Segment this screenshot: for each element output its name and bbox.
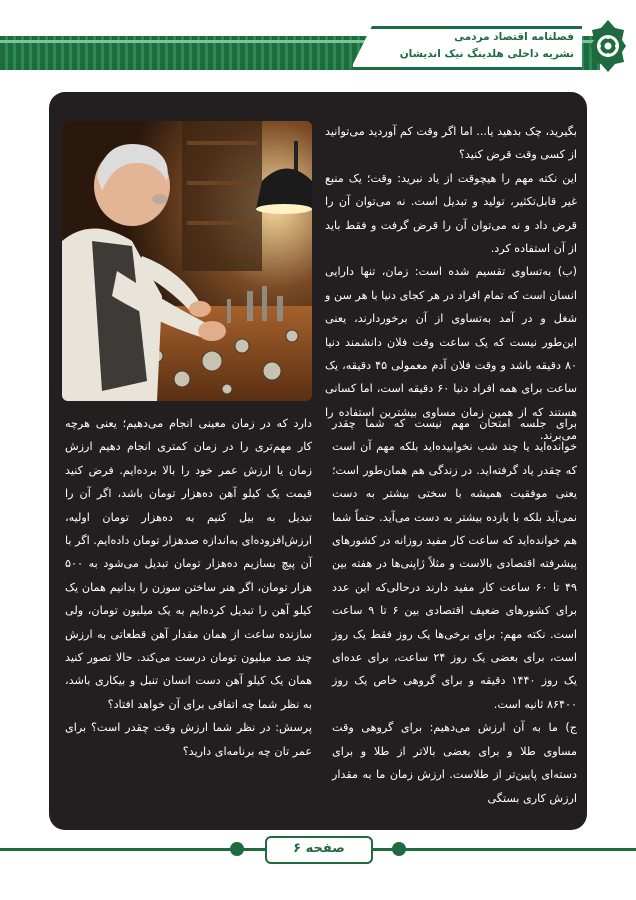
magazine-subtitle: نشریه داخلی هلدینگ نیک اندیشان [399,48,574,60]
footer-rule-right [373,848,636,851]
watchmaker-photo [62,121,312,401]
footer-rule-left [0,848,265,851]
paragraph: برای جلسه امتحان مهم نیست که شما چقدر خوانده‌اید یا چند شب نخوابیده‌اید بلکه مهم آن است که چقدر یاد گرفته‌اید. در زندگی هم همان‌طور است؛ یعنی موفقیت همیشه با سختی بیشتر به دست نمی‌آید بلکه با بازده بیشتر به دست می‌آید. حتماً شما هم خوانده‌اید که ساعت کار مفید روزانه در کشورهای پیشرفته اقتصادی بالاست و مثلاً ژاپنی‌ها در هفته بین ۴۹ تا ۶۰ ساعت کار مفید دارند درحالی‌که این عدد برای کشورهای ضعیف اقتصادی بین ۶ تا ۹ ساعت است. نکته مهم: برای برخی‌ها یک روز فقط یک روز است، برای بعضی یک روز ۲۴ ساعت، برای عده‌ای یک روز ۱۴۴۰ دقیقه و برای گروهی خاص یک روز ۸۶۴۰۰ ثانیه است. [332,417,578,711]
article-right-column-lower [332,412,577,810]
paragraph: دارد که در زمان معینی انجام می‌دهیم؛ یعنی هرچه کار مهم‌تری را در زمان کمتری انجام دهیم ارزش زمان یا ارزش عمر خود را بالا برده‌ایم. فرض کنید قیمت یک کیلو آهن ده‌هزار تومان باشد، اگر آن را تبدیل به بیل کنیم به ده‌هزار تومان اولیه، ارزش‌افزوده‌ای به‌اندازه صدهزار تومان داده‌ایم. اگر با آن پیچ بسازیم ده‌هزار تومان تبدیل می‌شود به ۵۰۰ هزار تومان، اگر هنر ساختن سوزن را بدانیم همان یک کیلو آهن را تبدیل کرده‌ایم به یک میلیون تومان، ولی سازنده ساعت از همان مقدار آهن قطعاتی به ارزش چند صد میلیون تومان درست می‌کند. حالا تصور کنید همان یک کیلو آهن دست انسان تنبل و بیکاری باشد، به نظر شما چه اتفاقی برای آن خواهد افتاد؟ [65,417,312,711]
paragraph: (ب) به‌تساوی تقسیم شده است: زمان، تنها دارایی انسان است که تمام افراد در هر کجای دنیا با هر سن و شغل و در آمد به‌تساوی از آن برخوردارند، یعنی این‌طور نیست که یک ساعت وقت فلان دانشمند دنیا ۸۰ دقیقه باشد و وقت فلان آدم معمولی ۴۵ دقیقه، یک ساعت برای همه افراد دنیا ۶۰ دقیقه است، اما کسانی هستند که از همین زمان مساوی بیشترین استفاده را می‌برند. [325,265,577,443]
magazine-title: فصلنامه اقتصاد مردمی [454,31,574,43]
paragraph: این نکته مهم را هیچوقت از یاد نبرید: وقت؛ یک منبع غیر قابل‌تکثیر، تولید و تبدیل است. نه می‌توان آن را قرض داد و نه می‌توان آن را قرض گرفت و فقط باید از آن استفاده کرد. [325,171,577,256]
ornamental-emblem-icon [588,18,628,74]
article-right-column [325,120,577,448]
paragraph: ج) ما به آن ارزش می‌دهیم: برای گروهی وقت مساوی طلا و برای بعضی بالاتر از طلا و برای دسته‌ای پایین‌تر از طلاست. ارزش زمان ما به مقدار ارزش کاری بستگی [332,721,577,805]
page-number: صفحه ۶ [293,841,345,856]
footer-dot-icon [392,842,406,856]
paragraph: بگیرید، چک بدهید یا... اما اگر وقت کم آوردید می‌توانید از کسی وقت قرض کنید؟ [325,125,577,162]
footer-dot-icon [230,842,244,856]
paragraph: پرسش: در نظر شما ارزش وقت چقدر است؟ برای عمر تان چه برنامه‌ای دارید؟ [65,721,312,758]
article-left-column [65,412,312,763]
